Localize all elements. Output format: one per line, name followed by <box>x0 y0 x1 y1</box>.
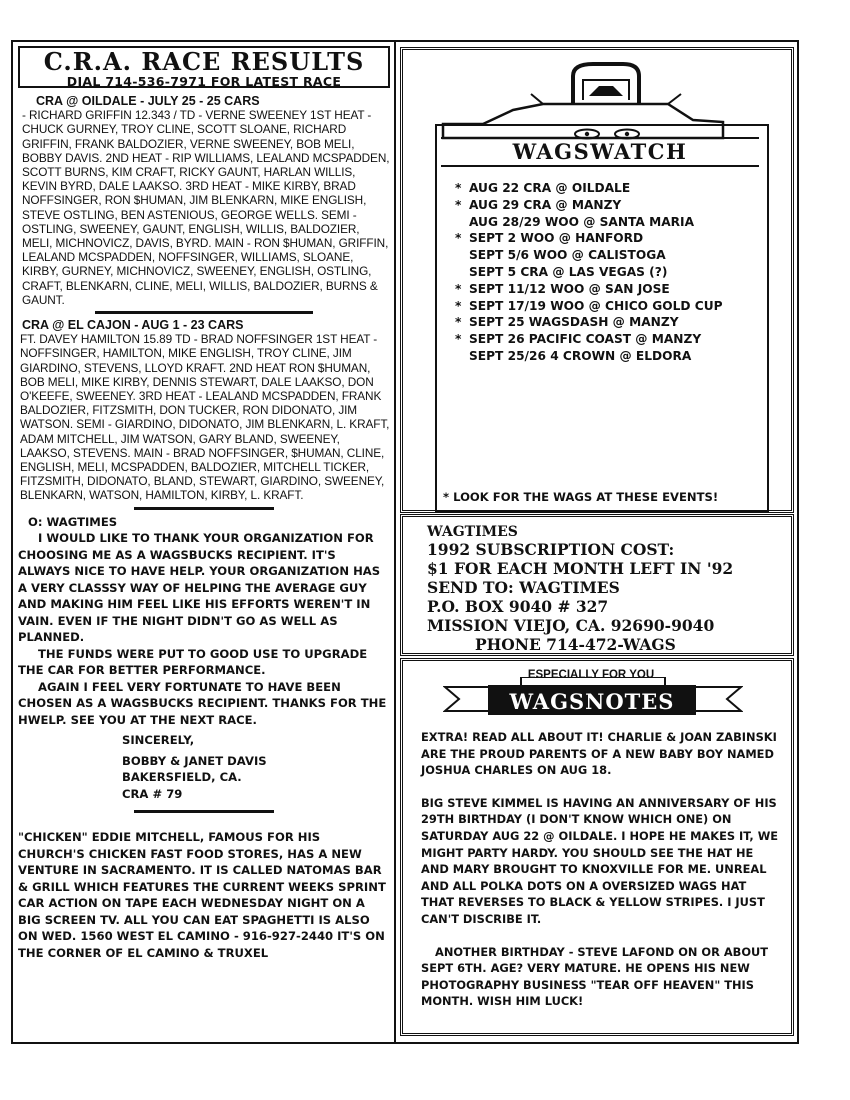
hotline-text: DIAL 714-536-7971 FOR LATEST RACE <box>66 74 342 89</box>
oildale-body: - RICHARD GRIFFIN 12.343 / TD - VERNE SWEENEY 1ST HEAT - CHUCK GURNEY, TROY CLINE, SCOTT SLOANE, RICHARD GRIFFIN, FRANK BALDOZIER, VERNE SWEENEY, BOB MELI, BOBBY DAVIS. 2ND HEAT - RIP WILLIAMS, LEALAND MCSPADDEN, SCOTT BURNS, KIM CRAFT, RICKY GAUNT, HARLAN WILLIS, KEVIN BYRD, DALE LAAKSO. 3RD HEAT - MIKE KIRBY, BRAD NOFFSINGER, RON $HUMAN, JIM BLENKARN, MIKE ENGLISH, STEVE OSTLING, BEN ASTENIOUS, GEORGE WELLS. SEMI - OSTLING, SWEENEY, GAUNT, ENGLISH, WILLIS, BALDOZIER, MELI, MICHNOVICZ, DAVIS, BYRD. MAIN - RON $HUMAN, GRIFFIN, LEALAND MCSPADDEN, NOFFSINGER, WILLIAMS, SLOANE, KIRBY, GURNEY, MICHNOVICZ, SWEENEY, ENGLISH, OSTLING, CRAFT, BLENKARN, CLINE, MELI, WILLIS, BALDOZIER, BURNS & GAUNT. <box>22 108 390 307</box>
section-rule <box>95 311 313 314</box>
wagsnotes-panel <box>400 658 794 1036</box>
letter-car-number: CRA # 79 <box>122 786 183 801</box>
results-header <box>18 46 390 88</box>
event-text: SEPT 5 CRA @ LAS VEGAS (?) <box>469 264 668 279</box>
elcajon-heading: CRA @ EL CAJON - AUG 1 - 23 CARS <box>22 318 244 333</box>
oildale-results <box>18 94 390 307</box>
subscription-line: P.O. BOX 9040 # 327 <box>427 597 609 616</box>
star-icon: * <box>455 231 462 246</box>
letter-signature: BOBBY & JANET DAVIS <box>122 753 267 768</box>
event-text: SEPT 17/19 WOO @ CHICO GOLD CUP <box>469 298 723 313</box>
letter-paragraph: AGAIN I FEEL VERY FORTUNATE TO HAVE BEEN CHOSEN AS A WAGSBUCKS RECIPIENT. THANKS FOR THE HWELP. SEE YOU AT THE NEXT RACE. <box>18 679 387 727</box>
note-paragraph: BIG STEVE KIMMEL IS HAVING AN ANNIVERSARY OF HIS 29TH BIRTHDAY (I DON'T KNOW WHICH ONE) ON SATURDAY AUG 22 @ OILDALE. I HOPE HE MAKES IT, WE MIGHT PARTY HARDY. YOU SHOULD SEE THE HAT HE AND MARY BROUGHT TO KNOXVILLE FOR ME. UNREAL AND ALL POLKA DOTS ON A OVERSIZED WAGS HAT THAT REVERSES TO BLACK & YELLOW STRIPES. I JUST CAN'T DISCRIBE IT. <box>421 795 779 926</box>
event-text: AUG 29 CRA @ MANZY <box>469 197 622 212</box>
letter-paragraph: I WOULD LIKE TO THANK YOUR ORGANIZATION FOR CHOOSING ME AS A WAGSBUCKS RECIPIENT. IT'S ALWAYS NICE TO HAVE HELP. YOUR ORGANIZATION HAS A VERY CLASSSY WAY OF HELPING THE AVERAGE GUY AND MAKING HIM FEEL LIKE HIS EFFORTS WEREN'T IN VAIN. EVEN IF THE NIGHT DIDN'T GO AS WELL AS PLANNED. <box>18 531 381 645</box>
letter-salutation: O: WAGTIMES <box>28 514 118 529</box>
event-text: SEPT 11/12 WOO @ SAN JOSE <box>469 281 670 296</box>
subscription-line: MISSION VIEJO, CA. 92690-9040 <box>427 616 715 635</box>
event-list <box>455 180 723 365</box>
wagswatch-panel <box>400 47 794 513</box>
chicken-eddie-article <box>18 829 390 961</box>
subscription-line: $1 FOR EACH MONTH LEFT IN '92 <box>427 559 734 578</box>
event-item <box>455 264 723 281</box>
event-text: AUG 28/29 WOO @ SANTA MARIA <box>469 214 695 229</box>
section-rule <box>134 810 274 813</box>
left-column <box>18 46 390 961</box>
star-icon: * <box>455 281 462 296</box>
event-item <box>455 247 723 264</box>
letter-closing: SINCERELY, <box>122 733 195 748</box>
star-icon: * <box>455 197 462 212</box>
event-text: SEPT 25/26 4 CROWN @ ELDORA <box>469 348 692 363</box>
column-divider <box>394 42 396 1042</box>
star-icon: * <box>455 332 462 347</box>
subscription-info <box>427 525 733 654</box>
event-item <box>455 331 723 348</box>
subscription-line: SEND TO: WAGTIMES <box>427 578 620 597</box>
wagsnotes-subtitle: ESPECIALLY FOR YOU <box>527 669 655 681</box>
event-text: SEPT 2 WOO @ HANFORD <box>469 231 644 246</box>
event-item <box>455 180 723 197</box>
event-text: AUG 22 CRA @ OILDALE <box>469 181 631 195</box>
event-item <box>455 298 723 315</box>
event-text: SEPT 26 PACIFIC COAST @ MANZY <box>469 332 702 347</box>
article-text: "CHICKEN" EDDIE MITCHELL, FAMOUS FOR HIS CHURCH'S CHICKEN FAST FOOD STORES, HAS A NEW VENTURE IN SACRAMENTO. IT IS CALLED NATOMAS BAR & GRILL WHICH FEATURES THE CURRENT WEEKS SPRINT CAR ACTION ON TAPE EACH WEDNESDAY NIGHT ON A BIG SCREEN TV. ALL YOU CAN EAT SPAGHETTI IS ALSO ON WED. 1560 WEST EL CAMINO - 916-927-2440 IT'S ON THE CORNER OF EL CAMINO & TRUXEL <box>18 830 386 960</box>
event-text: SEPT 25 WAGSDASH @ MANZY <box>469 315 679 330</box>
letter-paragraph: THE FUNDS WERE PUT TO GOOD USE TO UPGRADE THE CAR FOR BETTER PERFORMANCE. <box>18 646 368 678</box>
star-icon: * <box>455 315 462 330</box>
thank-you-letter <box>18 514 390 803</box>
subscription-line: WAGTIMES <box>427 524 518 540</box>
star-icon: * <box>455 298 462 313</box>
wagswatch-footer: * LOOK FOR THE WAGS AT THESE EVENTS! <box>443 490 719 504</box>
star-icon: * <box>455 181 462 195</box>
event-item <box>455 214 723 231</box>
event-item <box>455 230 723 247</box>
wagtimes-subscription-panel <box>400 514 794 656</box>
wagsnotes-banner <box>443 669 743 717</box>
note-paragraph: EXTRA! READ ALL ABOUT IT! CHARLIE & JOAN ZABINSKI ARE THE PROUD PARENTS OF A NEW BABY BOY NAMED JOSHUA CHARLES ON AUG 18. <box>421 730 777 778</box>
letter-city: BAKERSFIELD, CA. <box>122 770 242 785</box>
note-paragraph: ANOTHER BIRTHDAY - STEVE LAFOND ON OR ABOUT SEPT 6TH. AGE? VERY MATURE. HE OPENS HIS NEW PHOTOGRAPHY BUSINESS "TEAR OFF HEAVEN" THIS MONTH. WISH HIM LUCK! <box>421 944 769 1009</box>
event-text: SEPT 5/6 WOO @ CALISTOGA <box>469 248 666 263</box>
wagsnotes-body <box>421 729 783 1026</box>
wagswatch-title: WAGSWATCH <box>441 137 759 167</box>
page-title: C.R.A. RACE RESULTS <box>43 47 365 76</box>
wagsnotes-title: WAGSNOTES <box>488 685 696 715</box>
elcajon-body: FT. DAVEY HAMILTON 15.89 TD - BRAD NOFFSINGER 1ST HEAT - NOFFSINGER, HAMILTON, MIKE ENGLISH, TROY CLINE, JIM GIARDINO, STEVENS, LLOYD KRAFT. 2ND HEAT RON $HUMAN, BOB MELI, MIKE KIRBY, DENNIS STEWART, DALE LAAKSO, DON O'KEEFE, SWEENEY. 3RD HEAT - LEALAND MCSPADDEN, FRANK BALDOZIER, FITZSMITH, DON TUCKER, RON DIDONATO, JIM WATSON. SEMI - GIARDINO, DIDONATO, JIM BLENKARN, L. KRAFT, ADAM MITCHELL, JIM WATSON, GARY BLAND, SWEENEY, LAAKSO, STEVENS. MAIN - BRAD NOFFSINGER, $HUMAN, CLINE, ENGLISH, MELI, MCSPADDEN, BALDOZIER, MITCHELL TICKER, FITZSMITH, DIDONATO, BLAND, STEWART, GIARDINO, SWEENEY, BLENKARN, WATSON, HAMILTON, KIRBY, L. KRAFT. <box>20 332 390 503</box>
event-item <box>455 197 723 214</box>
section-rule <box>134 507 274 510</box>
event-item <box>455 281 723 298</box>
oildale-heading: CRA @ OILDALE - JULY 25 - 25 CARS <box>36 94 260 108</box>
event-item <box>455 348 723 365</box>
event-item <box>455 314 723 331</box>
subscription-line: 1992 SUBSCRIPTION COST: <box>427 540 675 559</box>
elcajon-results <box>18 318 390 503</box>
subscription-line: PHONE 714-472-WAGS <box>475 635 676 654</box>
